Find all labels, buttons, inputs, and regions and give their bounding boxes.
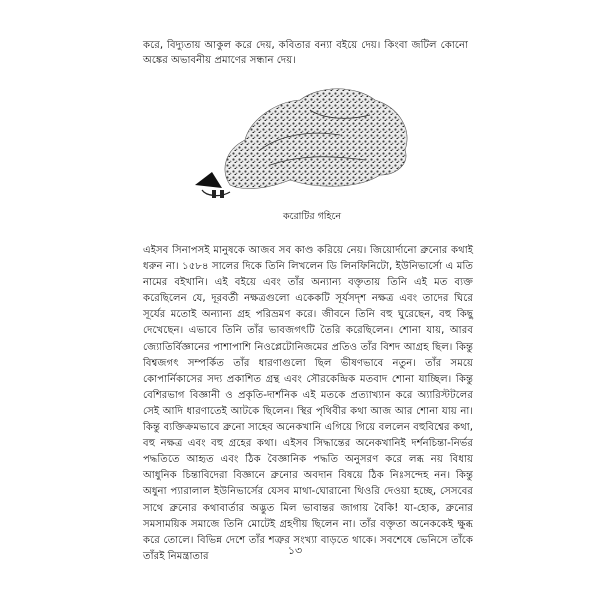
- page-number: ১৩: [287, 544, 303, 557]
- figure-caption: করোটির গহিনে: [282, 211, 341, 222]
- brain-skull-illustration: [190, 80, 415, 205]
- main-paragraph: এইসব সিনাপসই মানুষকে আজব সব কাণ্ড করিয়ে নেয়। জিয়োর্দানো ব্রুনোর কথাই ধরুন না। ১৫৮৪ সালের দিকে তিনি লিখলেন ডি লিনফিনিটো, ইউনিভার্সো এ মতি নামের বইখানি। এই বইয়ে এবং তাঁর অন্যান্য বক্তৃতায় তিনি এই মত ব্যক্ত করেছিলেন যে, দূরবর্তী নক্ষত্রগুলো একেকটি সূর্যসদৃশ নক্ষত্র এবং তাদের ঘিরে সূর্যের মতোই অন্যান্য গ্রহ পরিভ্রমণ করে। জীবনে তিনি বহু ঘুরেছেন, বহু কিছু দেখেছেন। এভাবে তিনি তাঁর ভাবজগৎটি তৈরি করেছিলেন। শোনা যায়, আরব জ্যোতির্বিজ্ঞানের পাশাপাশি নিওপ্লেটোনিজমের প্রতিও তাঁর বিশদ আগ্রহ ছিল। কিন্তু বিশ্বজগৎ সম্পর্কিত তাঁর ধারণাগুলো ছিল ভীষণভাবে নতুন। তাঁর সময়ে কোপার্নিকাসের সদ্য প্রকাশিত গ্রন্থ এবং সৌরকেন্দ্রিক মতবাদ শোনা যাচ্ছিল। কিন্তু বেশিরভাগ বিজ্ঞানী ও প্রকৃতি-দার্শনিক এই মতকে প্রত্যাখ্যান করে অ্যারিস্টটলের সেই আদি ধারণাতেই আটকে ছিলেন। স্থির পৃথিবীর কথা আজ আর শোনা যায় না। কিন্তু ব্যক্তিক্রমভাবে ব্রুনো সাহেব অনেকখানি এগিয়ে গিয়ে বললেন বহুবিশ্বের কথা, বহু নক্ষত্র এবং বহু গ্রহের কথা। এইসব সিদ্ধান্তের অনেকখানিই দর্শনচিন্তা-নির্ভর পদ্ধতিতে আহৃত এবং ঠিক বৈজ্ঞানিক পদ্ধতি অনুসরণ করে লব্ধ নয় বিধায় আধুনিক চিন্তাবিদেরা বিজ্ঞানে ব্রুনোর অবদান বিষয়ে ঠিক নিঃসন্দেহ নন। কিন্তু অধুনা প্যারালাল ইউনিভার্সের যেসব মাথা-ঘোরানো থিওরি দেওয়া হচ্ছে, সেসবের সাথে ব্রুনোর কথাবার্তার অদ্ভুত মিল ভাবান্তর জাগায় বৈকি! যা-হোক, ব্রুনোর সমসাময়িক সমাজে তিনি মোটেই গ্রহণীয় ছিলেন না। তাঁর বক্তৃতা অনেককেই ক্ষুব্ধ করে তোলে। বিভিন্ন দেশে তাঁর শত্রুর সংখ্যা বাড়তে থাকে। সবশেষে ভেনিসে তাঁকে তাঁরই নিমন্ত্রাতার: [143, 245, 473, 562]
- top-paragraph: করে, বিদ্যুতায় আকুল করে দেয়, কবিতার বন্যা বইয়ে দেয়। কিংবা জটিল কোনো অঙ্কের অভাবনীয় প্রমাণের সন্ধান দেয়।: [143, 40, 468, 66]
